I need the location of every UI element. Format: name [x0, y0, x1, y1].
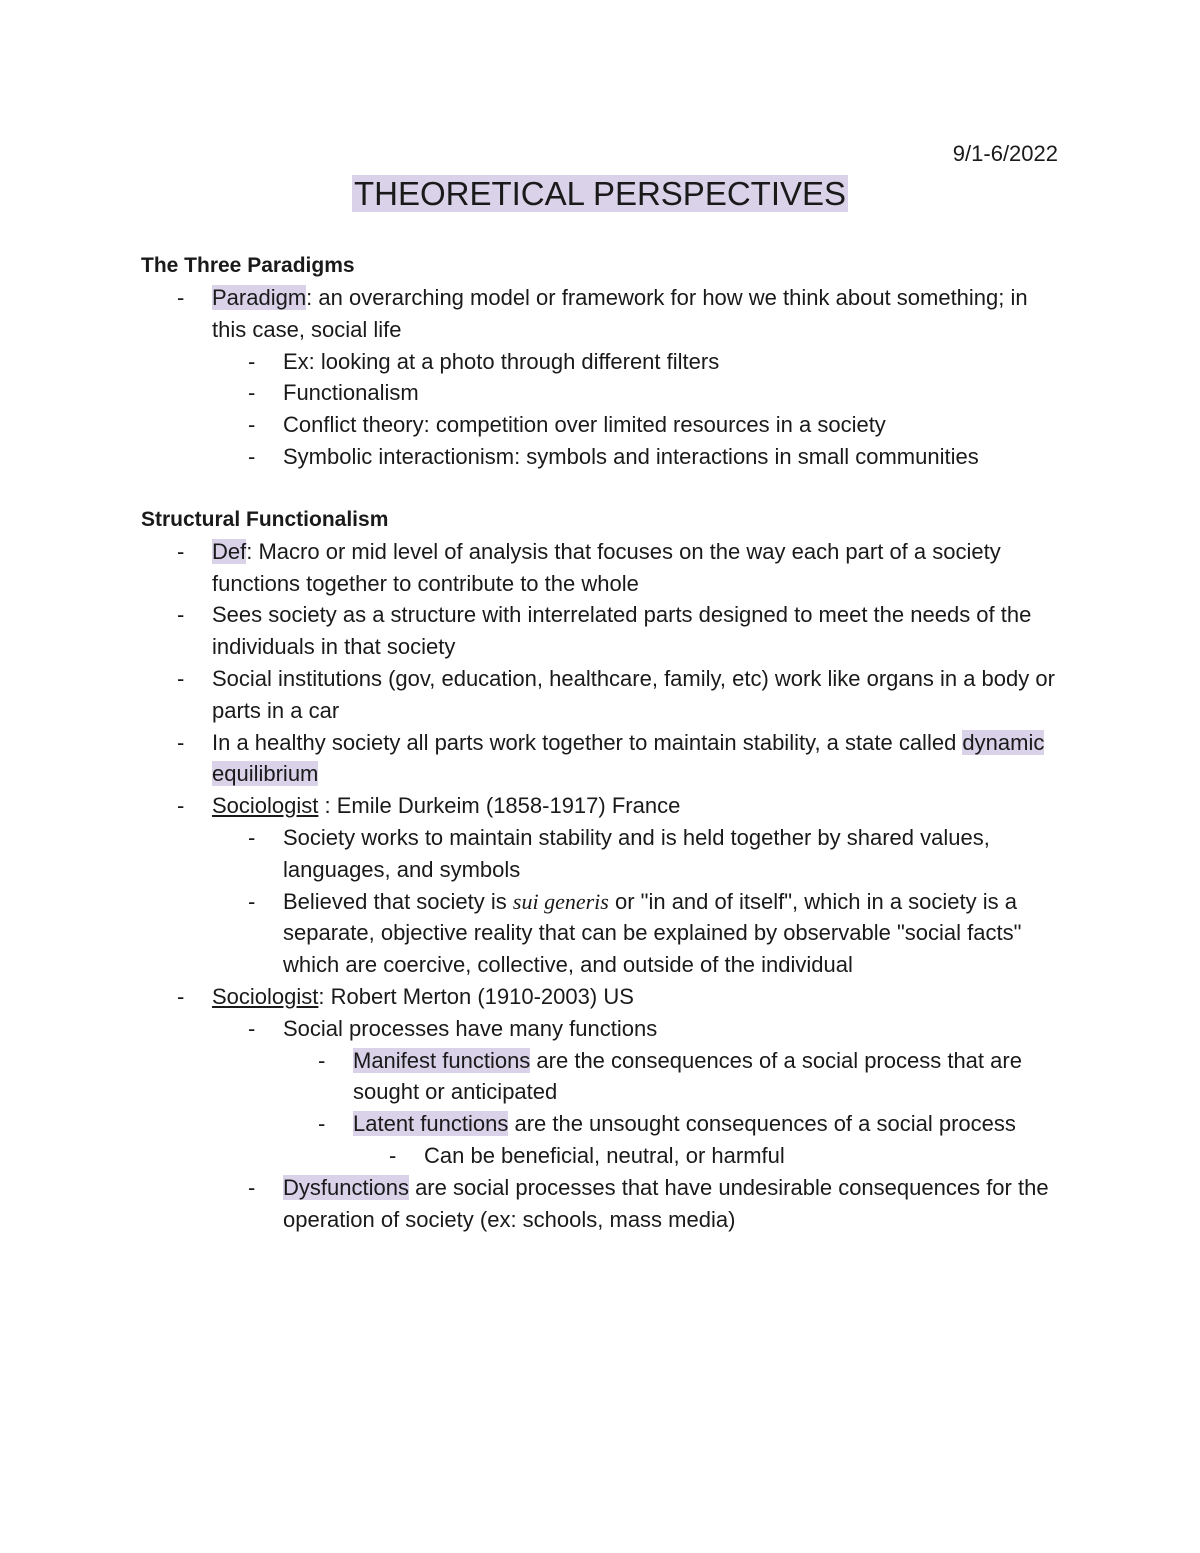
b4-text: In a healthy society all parts work together to maintain stability, a state called — [212, 729, 963, 755]
section-heading-paradigms: The Three Paradigms — [141, 254, 355, 277]
term-dysfunctions: Dysfunctions — [283, 1174, 409, 1200]
section-heading-functionalism: Structural Functionalism — [141, 507, 389, 531]
title-text: THEORETICAL PERSPECTIVES — [353, 175, 847, 212]
manifest-text: are the consequences of a social process that are sought or anticipated — [353, 1047, 1022, 1105]
durkheim-sub2-b: or "in and of itself", which in a society is a separate, objective reality that can be explained by observable "social facts" which are coercive, collective, and outside of the individual — [283, 888, 1022, 978]
list-item — [141, 282, 1061, 346]
term-sui-generis: sui generis — [512, 888, 609, 914]
list-item — [141, 1045, 1061, 1109]
date-label: 9/1-6/2022 — [952, 141, 1058, 166]
term-manifest-functions: Manifest functions — [353, 1047, 531, 1073]
durkheim-text: : Emile Durkeim (1858-1917) France — [318, 793, 681, 819]
paradigm-definition: : an overarching model or framework for how we think about something; in this case, social life — [212, 285, 1028, 342]
list-item: - Sees society as a structure with interrelated parts designed to meet the needs of the individuals in that society — [141, 599, 1061, 663]
dys-text: are social processes that have undesirable consequences for the operation of society (ex: schools, mass media) — [283, 1174, 1049, 1232]
list-item: - Ex: looking at a photo through different filters — [141, 346, 1061, 378]
term-paradigm: Paradigm — [212, 285, 307, 310]
term-dynamic-equilibrium: dynamic equilibrium — [212, 729, 1045, 787]
list-item — [141, 1108, 1061, 1140]
def-text: : Macro or mid level of analysis that focuses on the way each part of a society functions together to contribute to the whole — [212, 538, 1001, 596]
label-sociologist: Sociologist — [212, 983, 319, 1009]
term-def: Def — [212, 538, 247, 564]
list-item: - Conflict theory: competition over limited resources in a society — [141, 409, 1061, 441]
list-item: - Social processes have many functions — [141, 1013, 1061, 1045]
durkheim-sub2-a: Believed that society is — [283, 888, 513, 914]
functionalism-list — [141, 536, 1061, 1236]
notes-content — [141, 250, 1061, 1235]
list-item — [141, 727, 1061, 791]
paradigms-list — [141, 282, 1061, 473]
list-item — [141, 1172, 1061, 1236]
list-item — [141, 981, 1061, 1013]
list-item: - Society works to maintain stability and is held together by shared values, languages, and symbols — [141, 822, 1061, 886]
list-item: - Can be beneficial, neutral, or harmful — [141, 1140, 1061, 1172]
page-title — [0, 172, 1200, 216]
list-item — [141, 790, 1061, 822]
list-item — [141, 886, 1061, 981]
list-item: - Social institutions (gov, education, healthcare, family, etc) work like organs in a body or parts in a car — [141, 663, 1061, 727]
term-latent-functions: Latent functions — [353, 1111, 509, 1137]
list-item: - Functionalism — [141, 377, 1061, 409]
list-item — [141, 536, 1061, 600]
label-sociologist: Sociologist — [212, 793, 319, 819]
merton-text: : Robert Merton (1910-2003) US — [318, 983, 634, 1009]
list-item: - Symbolic interactionism: symbols and interactions in small communities — [141, 441, 1061, 473]
latent-text: are the unsought consequences of a social process — [508, 1111, 1016, 1137]
